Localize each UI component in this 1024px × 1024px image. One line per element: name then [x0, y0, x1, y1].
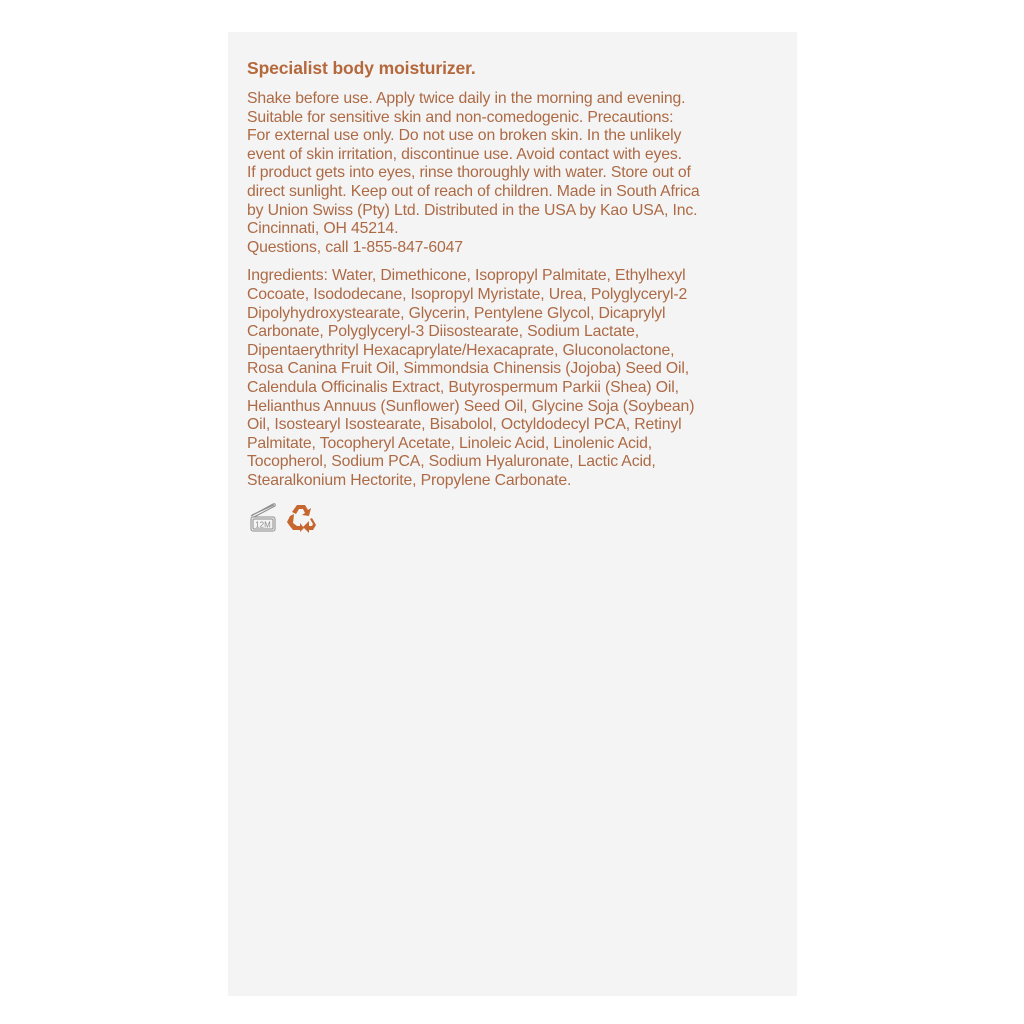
directions-line: If product gets into eyes, rinse thoroughly with water. Store out of: [247, 164, 691, 182]
label-content: [247, 56, 787, 539]
ingredients-text: [247, 267, 787, 490]
ingredients-line: Cocoate, Isododecane, Isopropyl Myristate, Urea, Polyglyceryl-2: [247, 285, 688, 303]
directions-line: Shake before use. Apply twice daily in the morning and evening.: [247, 90, 686, 107]
ingredients-line: Oil, Isostearyl Isostearate, Bisabolol, Octyldodecyl PCA, Retinyl: [247, 416, 682, 434]
directions-line: Cincinnati, OH 45214.: [247, 220, 399, 238]
ingredients-line: Dipolyhydroxystearate, Glycerin, Pentylene Glycol, Dicaprylyl: [247, 304, 666, 322]
ingredients-line: Tocopherol, Sodium PCA, Sodium Hyaluronate, Lactic Acid,: [247, 453, 656, 471]
directions-line: Suitable for sensitive skin and non-comedogenic. Precautions:: [247, 108, 674, 126]
ingredients-line: Dipentaerythrityl Hexacaprylate/Hexacaprate, Gluconolactone,: [247, 341, 675, 359]
directions-text: [247, 90, 787, 257]
directions-line: event of skin irritation, discontinue use. Avoid contact with eyes.: [247, 145, 682, 163]
directions-line: by Union Swiss (Pty) Ltd. Distributed in the USA by Kao USA, Inc.: [247, 201, 698, 219]
ingredients-line: Stearalkonium Hectorite, Propylene Carbonate.: [247, 471, 572, 489]
directions-line: direct sunlight. Keep out of reach of children. Made in South Africa: [247, 182, 700, 200]
product-title: Specialist body moisturizer.: [247, 58, 476, 78]
questions-phone: Questions, call 1-855-847-6047: [247, 238, 463, 256]
ingredients-line: Helianthus Annuus (Sunflower) Seed Oil, Glycine Soja (Soybean): [247, 397, 695, 415]
period-after-opening-icon: [247, 500, 279, 539]
ingredients-line: Calendula Officinalis Extract, Butyrospermum Parkii (Shea) Oil,: [247, 378, 679, 396]
ingredients-line: Carbonate, Polyglyceryl-3 Diisostearate, Sodium Lactate,: [247, 323, 639, 341]
ingredients-line: Ingredients: Water, Dimethicone, Isopropyl Palmitate, Ethylhexyl: [247, 267, 686, 285]
recycle-icon: [285, 501, 317, 538]
label-panel: [228, 32, 797, 996]
ingredients-line: Palmitate, Tocopheryl Acetate, Linoleic Acid, Linolenic Acid,: [247, 434, 653, 452]
svg-text:12M: 12M: [255, 520, 271, 530]
directions-line: For external use only. Do not use on broken skin. In the unlikely: [247, 127, 682, 145]
label-icons: [247, 500, 787, 539]
ingredients-line: Rosa Canina Fruit Oil, Simmondsia Chinensis (Jojoba) Seed Oil,: [247, 360, 689, 378]
